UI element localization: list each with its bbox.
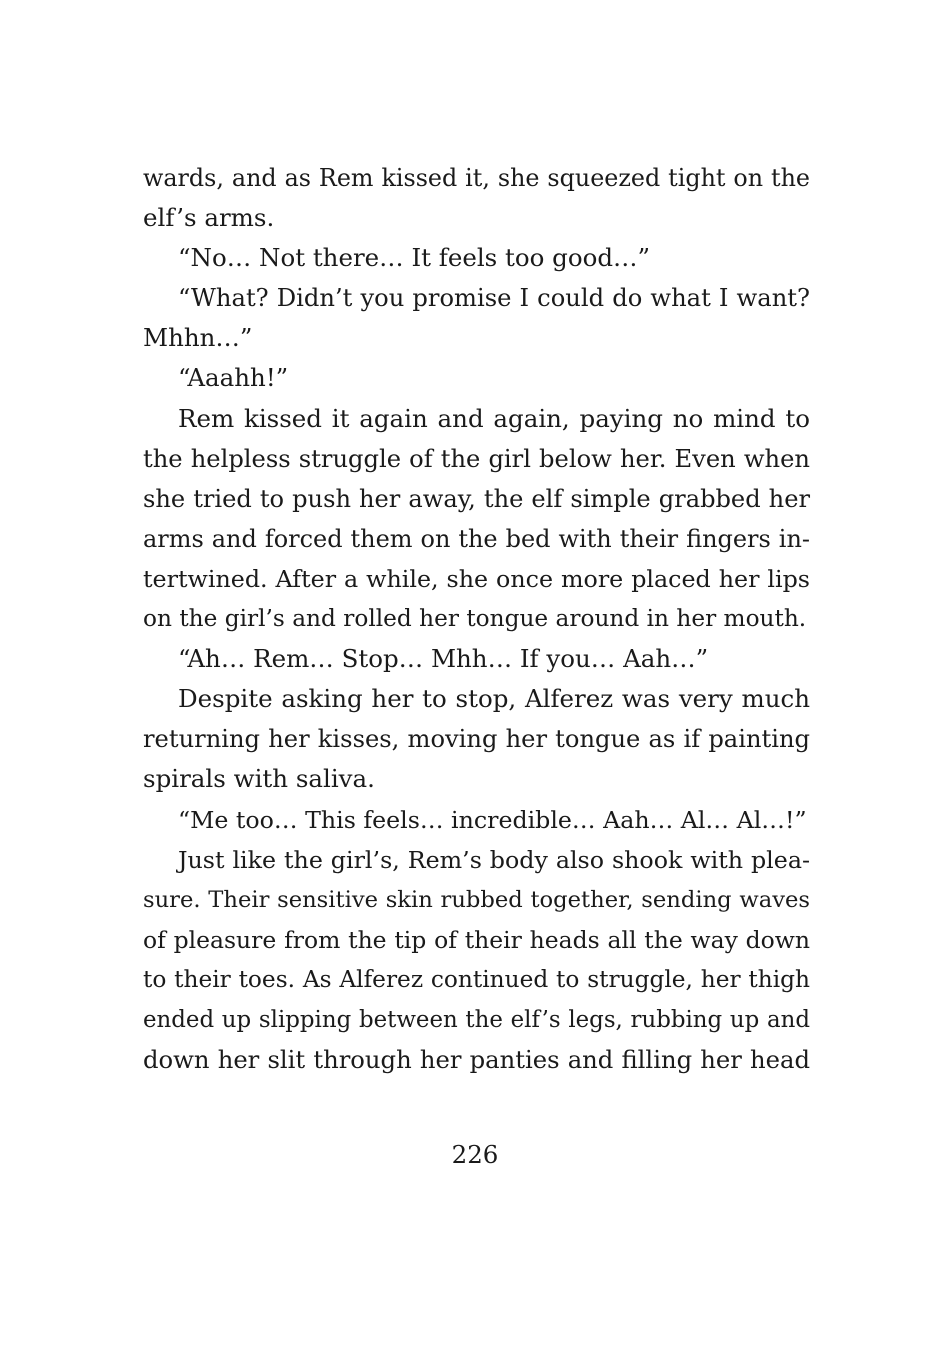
text-line: “Me too… This feels… incredible… Aah… Al… Al…!” <box>178 805 807 834</box>
text-line: arms and forced them on the bed with their fingers in- <box>143 524 810 553</box>
text-line: she tried to push her away, the elf simple grabbed her <box>143 484 810 513</box>
page-number: 226 <box>451 1140 499 1169</box>
text-line: “No… Not there… It feels too good…” <box>178 243 651 273</box>
text-line: “What? Didn’t you promise I could do what I want? <box>178 284 810 313</box>
text-line: on the girl’s and rolled her tongue around in her mouth. <box>143 605 807 633</box>
text-line: “Aaahh!” <box>178 363 289 393</box>
text-line: Rem kissed it again and again, paying no mind to <box>178 403 810 433</box>
body-text <box>143 158 810 1080</box>
text-line: spirals with saliva. <box>143 764 375 794</box>
text-line: of pleasure from the tip of their heads all the way down <box>143 925 810 954</box>
text-line: Despite asking her to stop, Alferez was very much <box>178 684 810 714</box>
text-line: ended up slipping between the elf’s legs, rubbing up and <box>143 1006 810 1033</box>
text-line: the helpless struggle of the girl below her. Even when <box>143 444 810 473</box>
text-line: tertwined. After a while, she once more placed her lips <box>143 564 810 593</box>
text-line: Mhhn…” <box>143 323 253 353</box>
text-line: to their toes. As Alferez continued to struggle, her thigh <box>143 965 810 993</box>
text-line: elf’s arms. <box>143 203 275 233</box>
text-line: returning her kisses, moving her tongue as if painting <box>143 725 810 754</box>
text-line: “Ah… Rem… Stop… Mhh… If you… Aah…” <box>178 644 709 674</box>
text-line: down her slit through her panties and filling her head <box>143 1045 810 1075</box>
text-line: wards, and as Rem kissed it, she squeezed tight on the <box>143 164 810 192</box>
text-line: Just like the girl’s, Rem’s body also shook with plea- <box>178 845 810 874</box>
text-line: sure. Their sensitive skin rubbed together, sending waves <box>143 886 810 913</box>
